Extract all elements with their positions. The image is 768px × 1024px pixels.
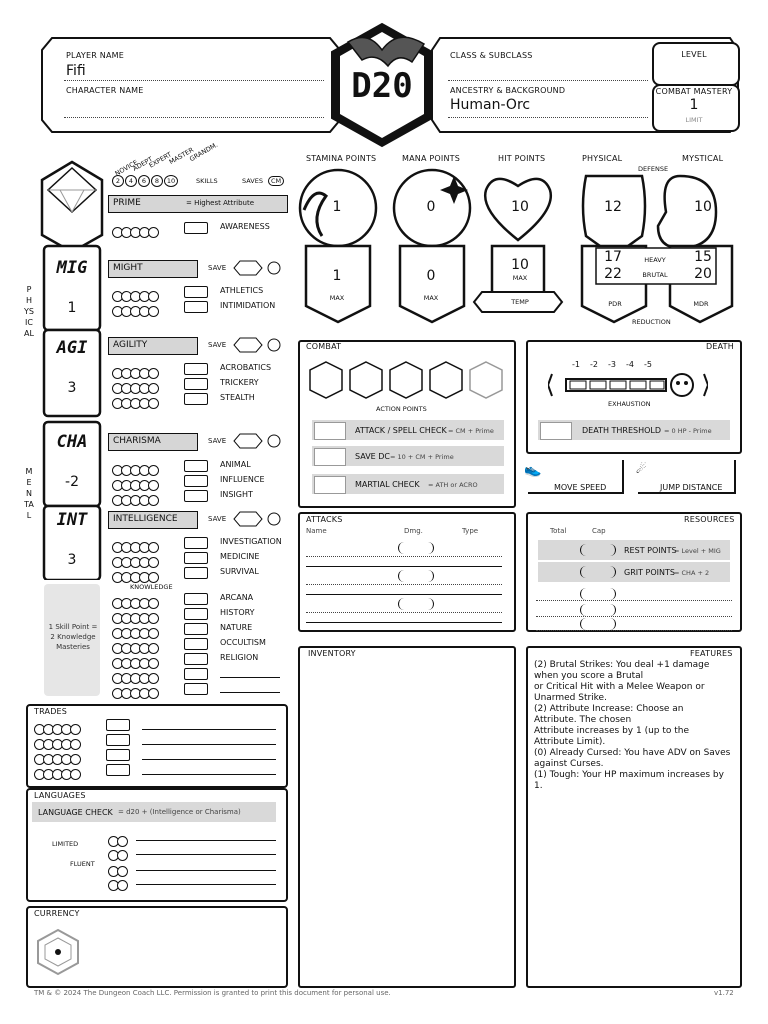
prime-note: = Highest Attribute xyxy=(186,199,255,207)
resource-shapes xyxy=(296,166,736,334)
skill-rank-bubbles[interactable] xyxy=(34,765,79,784)
features-title: FEATURES xyxy=(690,649,733,658)
stamina-max[interactable]: 1 xyxy=(332,268,342,284)
skill-bonus-box[interactable] xyxy=(184,608,208,620)
attacks-title: ATTACKS xyxy=(306,515,343,524)
rank-number: 2 xyxy=(112,175,124,187)
rank-number: 4 xyxy=(125,175,137,187)
feature-line: Attribute. The chosen xyxy=(534,715,632,725)
hit-points-label: HIT POINTS xyxy=(498,154,546,163)
trade-line[interactable] xyxy=(142,759,276,760)
save-dc-formula: = 10 + CM + Prime xyxy=(390,453,454,461)
trade-line[interactable] xyxy=(142,744,276,745)
exhaustion-label: EXHAUSTION xyxy=(608,400,651,408)
skill-animal: ANIMAL xyxy=(220,460,251,469)
attack-check-formula: = CM + Prime xyxy=(448,427,494,435)
level-box xyxy=(652,42,740,86)
exhaustion-level: -1 xyxy=(572,360,580,369)
brutal-md[interactable]: 20 xyxy=(694,266,712,282)
grit-points-label: GRIT POINTS xyxy=(624,568,675,577)
hp-current[interactable]: 10 xyxy=(511,199,529,215)
skill-bonus-box[interactable] xyxy=(184,537,208,549)
attr-mig-value[interactable]: 1 xyxy=(67,300,77,316)
attacks-col-dmg: Dmg. xyxy=(404,527,423,535)
skill-bonus-box[interactable] xyxy=(184,363,208,375)
resources-title: RESOURCES xyxy=(684,515,735,524)
mdr-label: MDR xyxy=(693,300,709,308)
rank-number: 8 xyxy=(151,175,163,187)
resource-row[interactable] xyxy=(536,630,732,631)
skill-bonus-box[interactable] xyxy=(184,475,208,487)
skill-trickery: TRICKERY xyxy=(220,378,259,387)
attacks-col-type: Type xyxy=(462,527,479,535)
skills-label: SKILLS xyxy=(196,177,218,185)
md-value[interactable]: 10 xyxy=(694,199,712,215)
skill-bonus-box[interactable] xyxy=(184,222,208,234)
feature-line: Attribute Limit). xyxy=(534,737,606,747)
save-dc-input[interactable] xyxy=(314,448,346,466)
saves-label: SAVES xyxy=(242,177,263,185)
footer-version: v1.72 xyxy=(714,989,734,997)
mystical-label: MYSTICAL xyxy=(682,154,724,163)
stamina-current[interactable]: 1 xyxy=(332,199,342,215)
skill-intimidation: INTIMIDATION xyxy=(220,301,276,310)
coin-icon xyxy=(34,928,82,980)
rest-points-formula: = Level + MIG xyxy=(674,547,721,555)
rank-expert: EXPERT xyxy=(147,150,173,170)
skill-bonus-box[interactable] xyxy=(106,719,130,731)
resources-col-cap: Cap xyxy=(592,527,606,535)
resource-row[interactable] xyxy=(536,600,732,601)
prime-label: PRIME xyxy=(113,198,141,208)
feature-line: (2) Brutal Strikes: You deal +1 damage xyxy=(534,660,710,670)
language-line[interactable] xyxy=(136,884,276,885)
combat-mastery-label: COMBAT MASTERY xyxy=(655,87,733,96)
mana-label: MANA POINTS xyxy=(402,154,461,163)
attr-mig-abbr: MIG xyxy=(56,258,88,278)
attack-row-separator xyxy=(306,622,502,623)
rank-labels xyxy=(112,140,232,178)
feature-line: Attribute increases by 1 (up to the xyxy=(534,726,690,736)
agility-label: AGILITY xyxy=(113,340,148,350)
skill-bonus-box[interactable] xyxy=(184,490,208,502)
rank-number: 10 xyxy=(164,175,178,187)
feature-line: (2) Attribute Increase: Choose an xyxy=(534,704,684,714)
skill-insight: INSIGHT xyxy=(220,490,253,499)
feature-line: (0) Already Cursed: You have ADV on Saves xyxy=(534,748,731,758)
d20-logo xyxy=(328,22,436,148)
skill-custom xyxy=(220,683,280,693)
skill-acrobatics: ACROBATICS xyxy=(220,363,272,372)
death-title: DEATH xyxy=(706,342,734,351)
skill-rank-bubbles[interactable] xyxy=(112,394,157,413)
cm-label: CM xyxy=(268,176,284,186)
combat-mastery-value[interactable]: 1 xyxy=(689,97,699,113)
trade-line[interactable] xyxy=(142,774,276,775)
feature-line: Unarmed Strike. xyxy=(534,693,607,703)
skill-bonus-box[interactable] xyxy=(184,301,208,313)
skill-bonus-box[interactable] xyxy=(184,683,208,695)
skill-medicine: MEDICINE xyxy=(220,552,260,561)
attacks-col-name: Name xyxy=(306,527,327,535)
stamina-max-label: MAX xyxy=(329,294,345,302)
stamina-label: STAMINA POINTS xyxy=(306,154,377,163)
boot-icon: 👟 xyxy=(524,462,542,478)
skill-bonus-box[interactable] xyxy=(106,749,130,761)
player-name-value[interactable]: Fifi xyxy=(66,63,86,79)
physical-label: PHYSICAL xyxy=(582,154,623,163)
player-name-label: PLAYER NAME xyxy=(66,51,124,60)
inventory-box xyxy=(298,646,516,988)
skill-arcana: ARCANA xyxy=(220,593,254,602)
action-points-label: ACTION POINTS xyxy=(376,405,427,413)
charisma-label: CHARISMA xyxy=(113,436,161,446)
skill-custom xyxy=(220,668,280,678)
currency-title: CURRENCY xyxy=(34,909,80,918)
wing-icon: ☄ xyxy=(636,462,647,476)
exhaustion-level: -5 xyxy=(644,360,652,369)
skill-bonus-box[interactable] xyxy=(184,378,208,390)
language-check-label: LANGUAGE CHECK xyxy=(38,808,113,817)
rank-number: 6 xyxy=(138,175,150,187)
skill-investigation: INVESTIGATION xyxy=(220,537,282,546)
exhaustion-track[interactable] xyxy=(548,370,708,404)
physical-side-label: PHYSICAL xyxy=(24,285,34,338)
language-check-formula: = d20 + (Intelligence or Charisma) xyxy=(118,808,241,816)
skill-bonus-box[interactable] xyxy=(184,593,208,605)
attack-damage-box[interactable] xyxy=(398,598,434,610)
martial-check-input[interactable] xyxy=(314,476,346,494)
brutal-label: BRUTAL xyxy=(642,271,668,279)
level-label: LEVEL xyxy=(681,50,707,59)
death-threshold-input[interactable] xyxy=(540,422,572,440)
rank-master: MASTER xyxy=(167,145,195,167)
might-save-label: SAVE xyxy=(208,264,227,272)
resource-value-box[interactable] xyxy=(580,588,616,600)
footer-copyright: TM & © 2024 The Dungeon Coach LLC. Permission is granted to print this document for personal use. xyxy=(34,989,391,997)
character-name-label: CHARACTER NAME xyxy=(66,86,144,95)
skill-rank-bubbles[interactable] xyxy=(112,223,157,242)
exhaustion-level: -2 xyxy=(590,360,598,369)
knowledge-label: KNOWLEDGE xyxy=(130,583,173,591)
skill-bonus-box[interactable] xyxy=(184,623,208,635)
features-text[interactable] xyxy=(534,660,734,792)
exhaustion-level: -4 xyxy=(626,360,634,369)
feature-line: against Curses. xyxy=(534,759,604,769)
mental-side-label: MENTAL xyxy=(24,467,34,520)
skill-awareness: AWARENESS xyxy=(220,222,270,231)
defense-label: DEFENSE xyxy=(638,165,669,173)
attack-check-label: ATTACK / SPELL CHECK xyxy=(355,426,447,435)
attack-row[interactable] xyxy=(306,584,502,585)
jump-distance-label: JUMP DISTANCE xyxy=(660,483,723,492)
intelligence-save-label: SAVE xyxy=(208,515,227,523)
charisma-save-label: SAVE xyxy=(208,437,227,445)
attr-agi-abbr: AGI xyxy=(56,338,88,358)
death-threshold-label: DEATH THRESHOLD xyxy=(582,426,662,435)
language-line[interactable] xyxy=(136,840,276,841)
heavy-label: HEAVY xyxy=(644,256,666,264)
skill-history: HISTORY xyxy=(220,608,255,617)
limited-label: LIMITED xyxy=(52,840,79,848)
skill-survival: SURVIVAL xyxy=(220,567,259,576)
attack-row[interactable] xyxy=(306,612,502,613)
martial-check-formula: = ATH or ACRO xyxy=(428,481,478,489)
exhaustion-level: -3 xyxy=(608,360,616,369)
attr-int-value[interactable]: 3 xyxy=(67,552,77,568)
fluent-label: FLUENT xyxy=(70,860,95,868)
ancestry-value[interactable]: Human-Orc xyxy=(450,97,531,113)
agility-save-label: SAVE xyxy=(208,341,227,349)
rest-points-label: REST POINTS xyxy=(624,546,677,555)
reduction-label: REDUCTION xyxy=(632,318,671,326)
attr-agi-value[interactable]: 3 xyxy=(67,380,77,396)
hp-max[interactable]: 10 xyxy=(511,257,529,273)
skill-bonus-box[interactable] xyxy=(184,552,208,564)
skill-rank-bubbles[interactable] xyxy=(112,491,157,510)
resource-value-box[interactable] xyxy=(580,544,616,556)
combat-title: COMBAT xyxy=(306,342,342,351)
attack-check-input[interactable] xyxy=(314,422,346,440)
skill-bonus-box[interactable] xyxy=(184,653,208,665)
resources-col-total: Total xyxy=(550,527,567,535)
heavy-pd[interactable]: 17 xyxy=(604,249,622,265)
hp-max-label: MAX xyxy=(512,274,528,282)
move-speed-label: MOVE SPEED xyxy=(554,483,607,492)
skill-nature: NATURE xyxy=(220,623,253,632)
language-line[interactable] xyxy=(136,854,276,855)
attr-int-abbr: INT xyxy=(56,510,88,530)
feature-line: (1) Tough: Your HP maximum increases by xyxy=(534,770,724,780)
skill-bonus-box[interactable] xyxy=(184,638,208,650)
limit-label: LIMIT xyxy=(685,116,703,124)
skill-bonus-box[interactable] xyxy=(184,460,208,472)
action-point-hexes xyxy=(308,360,508,404)
skill-stealth: STEALTH xyxy=(220,393,255,402)
save-boxes xyxy=(230,258,290,542)
resource-value-box[interactable] xyxy=(580,566,616,578)
intelligence-label: INTELLIGENCE xyxy=(113,514,178,524)
knowledge-note: 1 Skill Point = 2 Knowledge Masteries xyxy=(48,623,98,651)
rank-grandmaster: GRANDM. xyxy=(188,140,220,164)
resource-value-box[interactable] xyxy=(580,604,616,616)
inventory-title: INVENTORY xyxy=(308,649,356,658)
skill-athletics: ATHLETICS xyxy=(220,286,264,295)
trade-line[interactable] xyxy=(142,729,276,730)
attack-damage-box[interactable] xyxy=(398,542,434,554)
skill-rank-bubbles[interactable] xyxy=(112,684,157,703)
might-label: MIGHT xyxy=(113,263,143,273)
languages-title: LANGUAGES xyxy=(34,791,86,800)
brutal-pd[interactable]: 22 xyxy=(604,266,622,282)
save-dc-label: SAVE DC xyxy=(355,452,391,461)
mana-max[interactable]: 0 xyxy=(426,268,436,284)
pd-value[interactable]: 12 xyxy=(604,199,622,215)
grit-points-formula: = CHA + 2 xyxy=(674,569,710,577)
skill-bonus-box[interactable] xyxy=(184,393,208,405)
trades-title: TRADES xyxy=(34,707,68,716)
language-fluency-bubbles[interactable] xyxy=(108,876,126,895)
skill-bonus-box[interactable] xyxy=(184,668,208,680)
skill-bonus-box[interactable] xyxy=(106,764,130,776)
feature-line: or Critical Hit with a Melee Weapon or xyxy=(534,682,705,692)
mana-current[interactable]: 0 xyxy=(426,199,436,215)
martial-check-label: MARTIAL CHECK xyxy=(355,480,420,489)
rank-adept: ADEPT xyxy=(131,155,155,173)
attack-row-separator xyxy=(306,566,502,567)
hp-temp-label: TEMP xyxy=(511,298,529,306)
logo-text: D20 xyxy=(351,66,413,106)
skill-bonus-box[interactable] xyxy=(106,734,130,746)
skill-influence: INFLUENCE xyxy=(220,475,265,484)
attack-damage-box[interactable] xyxy=(398,570,434,582)
language-line[interactable] xyxy=(136,870,276,871)
skill-religion: RELIGION xyxy=(220,653,259,662)
skill-rank-bubbles[interactable] xyxy=(112,302,157,321)
skill-bonus-box[interactable] xyxy=(184,286,208,298)
pdr-label: PDR xyxy=(608,300,622,308)
class-label: CLASS & SUBCLASS xyxy=(450,51,533,60)
attack-row[interactable] xyxy=(306,556,502,557)
heavy-md[interactable]: 15 xyxy=(694,249,712,265)
attr-cha-abbr: CHA xyxy=(56,432,88,452)
attr-cha-value[interactable]: -2 xyxy=(65,474,79,490)
rank-novice: NOVICE xyxy=(113,158,140,178)
skill-bonus-box[interactable] xyxy=(184,567,208,579)
skill-occultism: OCCULTISM xyxy=(220,638,266,647)
mana-max-label: MAX xyxy=(423,294,439,302)
death-threshold-formula: = 0 HP - Prime xyxy=(664,427,712,435)
ancestry-label: ANCESTRY & BACKGROUND xyxy=(450,86,566,95)
feature-line: when you score a Brutal xyxy=(534,671,644,681)
attack-row-separator xyxy=(306,594,502,595)
feature-line: 1. xyxy=(534,781,543,791)
resource-value-box[interactable] xyxy=(580,618,616,630)
resource-row[interactable] xyxy=(536,616,732,617)
